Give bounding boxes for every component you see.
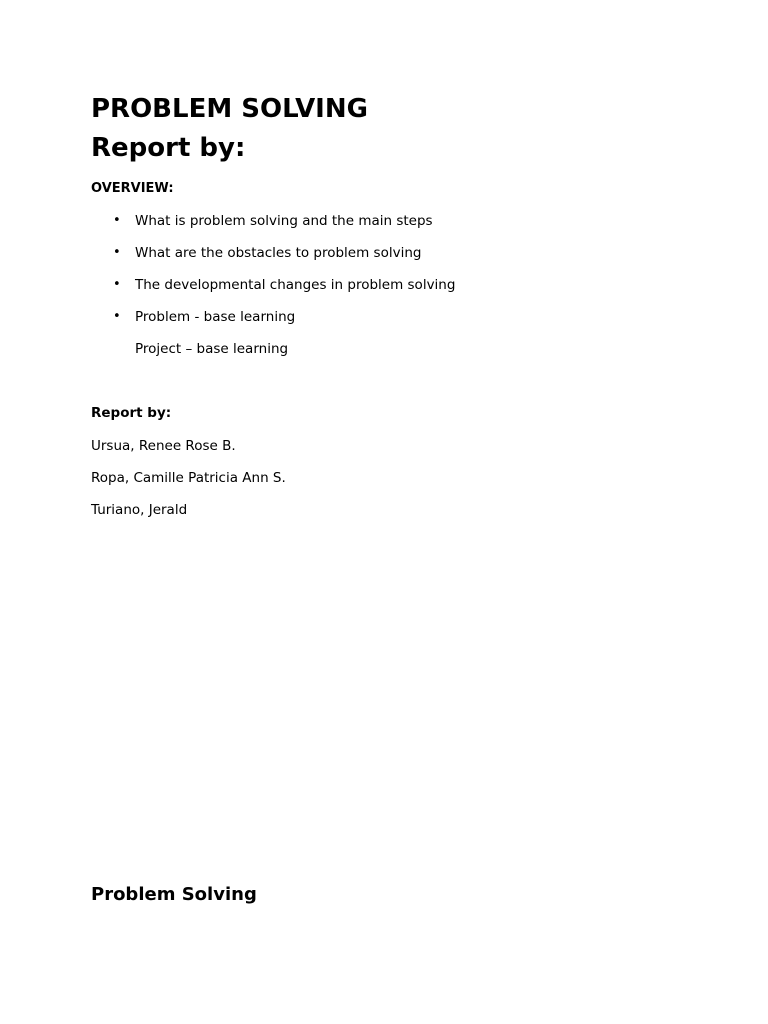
bullet-icon: • (113, 245, 121, 260)
list-item (91, 340, 455, 372)
list-item-text: The developmental changes in problem solving (135, 277, 456, 293)
list-item (91, 244, 455, 276)
list-item-text: What are the obstacles to problem solving (135, 245, 422, 261)
report-by-heading: Report by: (91, 405, 172, 421)
title-line-1: PROBLEM SOLVING (91, 94, 368, 124)
bullet-icon: • (113, 213, 121, 228)
list-item (91, 276, 455, 308)
overview-heading: OVERVIEW: (91, 181, 174, 196)
section-heading: Problem Solving (91, 884, 257, 905)
bullet-icon: • (113, 277, 121, 292)
author-name: Ropa, Camille Patricia Ann S. (91, 470, 286, 486)
author-name: Ursua, Renee Rose B. (91, 438, 236, 454)
title-line-2: Report by: (91, 133, 246, 163)
overview-list (91, 212, 455, 372)
list-item (91, 308, 455, 340)
list-item (91, 212, 455, 244)
author-list (91, 437, 286, 533)
list-item-text: Problem - base learning (135, 309, 296, 325)
document-title (91, 92, 368, 165)
list-item-text: What is problem solving and the main steps (135, 213, 433, 229)
bullet-icon: • (113, 309, 121, 324)
list-item-text: Project – base learning (135, 341, 289, 357)
author-name: Turiano, Jerald (91, 502, 188, 518)
